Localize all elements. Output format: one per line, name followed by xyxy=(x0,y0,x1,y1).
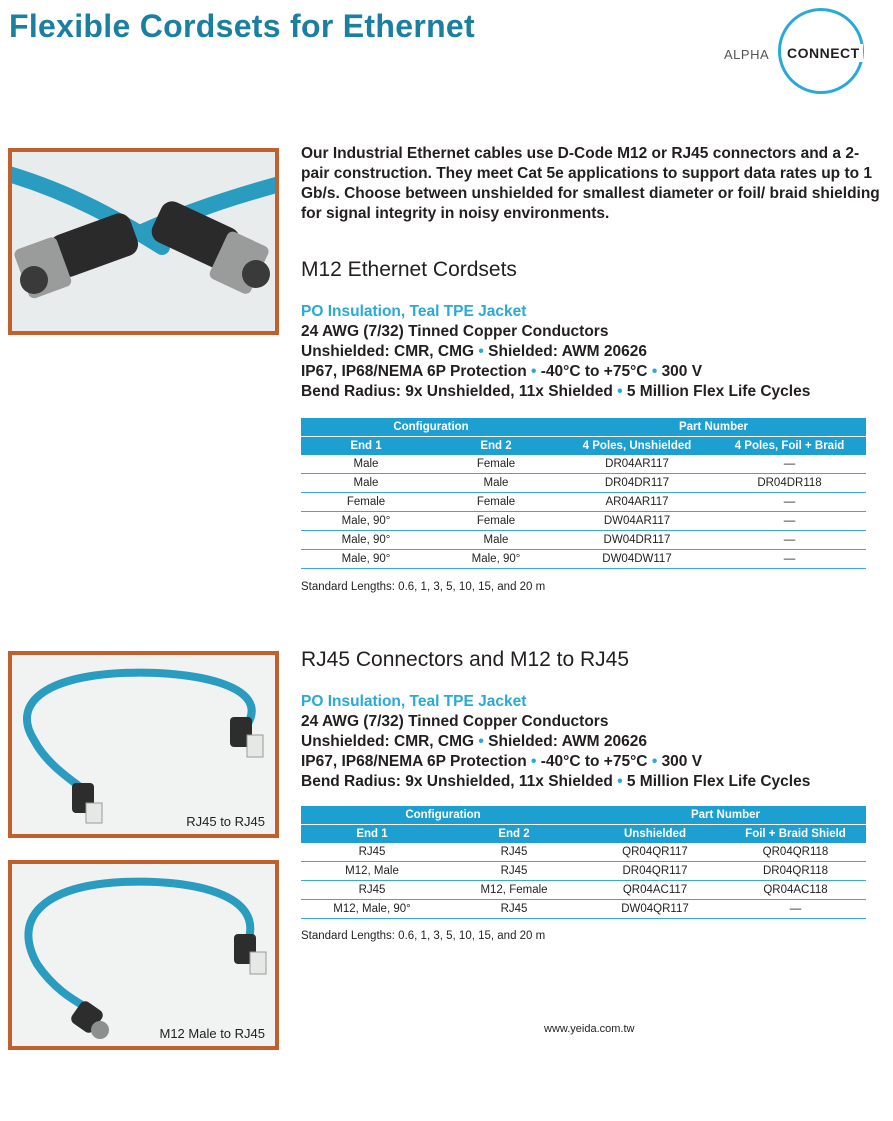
table-row: Male, 90° Male DW04DR117 — xyxy=(301,531,866,550)
table-row: Female Female AR04AR117 — xyxy=(301,493,866,512)
rj45-part-group-header: Part Number xyxy=(585,806,866,825)
rj45-spec-line3: IP67, IP68/NEMA 6P Protection • -40°C to +75°C • 300 V xyxy=(301,753,703,770)
table-row: RJ45 M12, Female QR04AC117 QR04AC118 xyxy=(301,881,866,900)
table-row: RJ45 RJ45 QR04QR117 QR04QR118 xyxy=(301,843,866,862)
rj45-spec-line1: 24 AWG (7/32) Tinned Copper Conductors xyxy=(301,713,609,730)
m12-specs xyxy=(301,302,886,402)
rj45-col-unshielded: Unshielded xyxy=(585,825,725,844)
rj45-standard-lengths: Standard Lengths: 0.6, 1, 3, 5, 10, 15, and 20 m xyxy=(301,930,546,942)
m12-part-number-table xyxy=(301,418,866,569)
rj45-section-heading: RJ45 Connectors and M12 to RJ45 xyxy=(301,648,630,671)
m12-section-heading: M12 Ethernet Cordsets xyxy=(301,258,517,281)
m12-spec-line3: IP67, IP68/NEMA 6P Protection • -40°C to +75°C • 300 V xyxy=(301,363,703,380)
rj45-specs xyxy=(301,692,886,792)
m12-connector-illustration xyxy=(12,152,275,331)
rj45-col-end1: End 1 xyxy=(301,825,443,844)
rj45-part-number-table xyxy=(301,806,866,919)
rj45-spec-line2: Unshielded: CMR, CMG • Shielded: AWM 20626 xyxy=(301,733,647,750)
m12-cordset-photo xyxy=(8,148,279,335)
table-row: M12, Male RJ45 DR04QR117 DR04QR118 xyxy=(301,862,866,881)
rj45-config-group-header: Configuration xyxy=(301,806,585,825)
table-row: Male Female DR04AR117 — xyxy=(301,455,866,474)
m12-col-foil-braid: 4 Poles, Foil + Braid xyxy=(713,437,866,456)
rj45-spec-title: PO Insulation, Teal TPE Jacket xyxy=(301,693,527,710)
m12-spec-line2: Unshielded: CMR, CMG • Shielded: AWM 20626 xyxy=(301,343,647,360)
m12-photo-caption: M12 Male to RJ45 xyxy=(159,1026,265,1041)
m12-to-rj45-photo xyxy=(8,860,279,1050)
page-title: Flexible Cordsets for Ethernet xyxy=(9,8,475,44)
website-footer: www.yeida.com.tw xyxy=(544,1023,635,1035)
m12-part-group-header: Part Number xyxy=(561,418,866,437)
m12-standard-lengths: Standard Lengths: 0.6, 1, 3, 5, 10, 15, and 20 m xyxy=(301,581,546,593)
alpha-connect-logo xyxy=(722,6,872,102)
m12-spec-line1: 24 AWG (7/32) Tinned Copper Conductors xyxy=(301,323,609,340)
rj45-cable-illustration xyxy=(12,655,275,834)
rj45-col-foil-braid: Foil + Braid Shield xyxy=(725,825,866,844)
m12-spec-title: PO Insulation, Teal TPE Jacket xyxy=(301,303,527,320)
rj45-to-rj45-photo xyxy=(8,651,279,838)
table-row: M12, Male, 90° RJ45 DW04QR117 — xyxy=(301,900,866,919)
m12-config-group-header: Configuration xyxy=(301,418,561,437)
logo-alpha-text: ALPHA xyxy=(724,47,770,62)
m12-col-end2: End 2 xyxy=(431,437,561,456)
rj45-spec-line4: Bend Radius: 9x Unshielded, 11x Shielded • 5 Million Flex Life Cycles xyxy=(301,773,811,790)
table-row: Male Male DR04DR117 DR04DR118 xyxy=(301,474,866,493)
m12-spec-line4: Bend Radius: 9x Unshielded, 11x Shielded • 5 Million Flex Life Cycles xyxy=(301,383,811,400)
rj45-col-end2: End 2 xyxy=(443,825,585,844)
table-row: Male, 90° Male, 90° DW04DW117 — xyxy=(301,550,866,569)
logo-connect-text: CONNECT xyxy=(784,44,863,62)
m12-col-end1: End 1 xyxy=(301,437,431,456)
table-row: Male, 90° Female DW04AR117 — xyxy=(301,512,866,531)
rj45-photo-caption: RJ45 to RJ45 xyxy=(186,814,265,829)
intro-paragraph: Our Industrial Ethernet cables use D-Code M12 or RJ45 connectors and a 2-pair construction. They meet Cat 5e applications to support data rates up to 1 Gb/s. Choose between unshielded for smallest diameter or foil/ braid shielding for signal integrity in noisy environments. xyxy=(301,145,880,222)
m12-rj45-cable-illustration xyxy=(12,864,275,1046)
m12-col-unshielded: 4 Poles, Unshielded xyxy=(561,437,713,456)
